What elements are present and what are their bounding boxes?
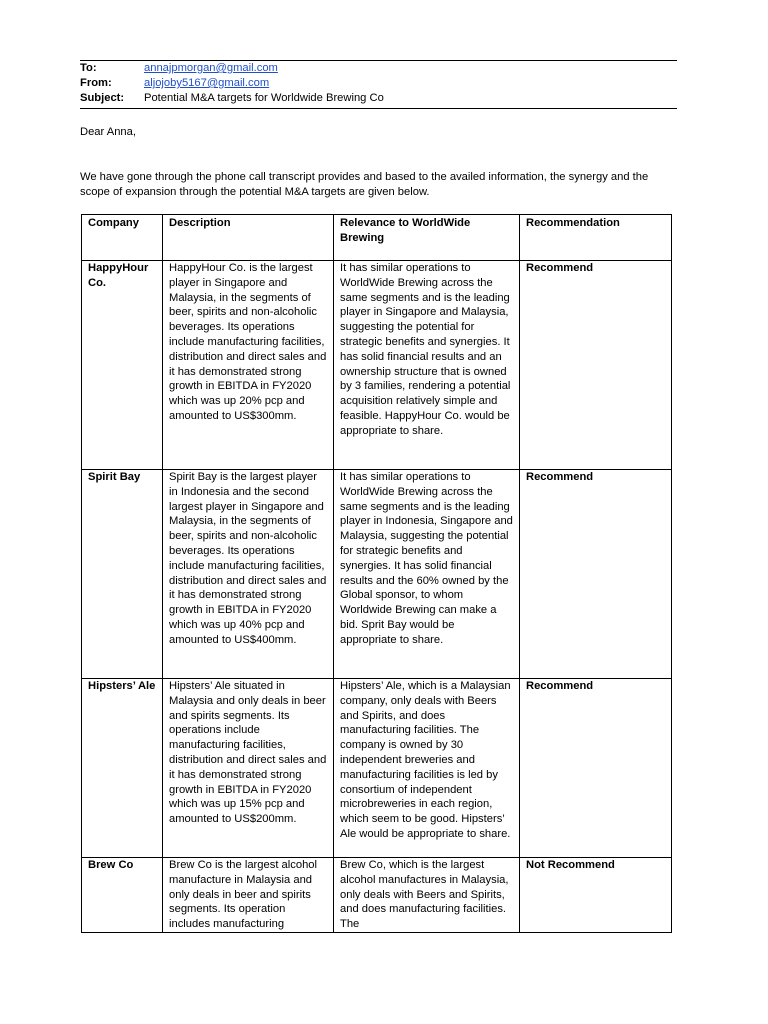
email-to-link[interactable]: annajpmorgan@gmail.com <box>144 62 278 74</box>
header-description: Description <box>163 215 334 261</box>
relevance-cell: It has similar operations to WorldWide Brewing across the same segments and is the leading player in Singapore and Malaysia, suggesting the potential for strategic benefits and synergies. It has solid financial results and an ownership structure that is owned by 3 families, rendering a potential acquisition relatively simple and feasible. HappyHour Co. would be appropriate to share. <box>334 261 520 470</box>
company-cell: Brew Co <box>82 858 163 933</box>
recommendation-cell: Not Recommend <box>520 858 672 933</box>
email-to-label: To: <box>80 62 97 74</box>
email-from-row <box>80 76 269 91</box>
email-subject: Potential M&A targets for Worldwide Brewing Co <box>144 92 384 104</box>
recommendation-cell: Recommend <box>520 261 672 470</box>
ma-targets-table <box>81 214 672 933</box>
table-row <box>82 261 672 470</box>
header-relevance: Relevance to WorldWide Brewing <box>334 215 520 261</box>
intro-paragraph: We have gone through the phone call transcript provides and based to the availed information, the synergy and the scope of expansion through the potential M&A targets are given below. <box>80 171 649 198</box>
recommendation-cell: Recommend <box>520 470 672 679</box>
greeting: Dear Anna, <box>80 126 136 138</box>
description-cell: HappyHour Co. is the largest player in Singapore and Malaysia, in the segments of beer, spirits and non-alcoholic beverages. Its operations include manufacturing facilities, distribution and direct sales and it has demonstrated strong growth in EBITDA in FY2020 which was up 20% pcp and amounted to US$300mm. <box>163 261 334 470</box>
email-subject-row <box>80 91 384 106</box>
recommendation-cell: Recommend <box>520 679 672 858</box>
description-cell: Hipsters’ Ale situated in Malaysia and only deals in beer and spirits segments. Its operations include manufacturing facilities, distribution and direct sales and it has demonstrated strong growth in EBITDA in FY2020 which was up 15% pcp and amounted to US$200mm. <box>163 679 334 858</box>
email-from-label: From: <box>80 77 112 89</box>
header-company: Company <box>82 215 163 261</box>
description-cell: Brew Co is the largest alcohol manufacture in Malaysia and only deals in beer and spirits segments. Its operation includes manufacturing <box>163 858 334 933</box>
relevance-cell: Hipsters’ Ale, which is a Malaysian company, only deals with Beers and Spirits, and does manufacturing facilities. The company is owned by 30 independent breweries and manufacturing facilities is led by consortium of independent microbreweries in each region, which seem to be good. Hipsters’ Ale would be appropriate to share. <box>334 679 520 858</box>
table-header-row <box>82 215 672 261</box>
header-recommendation: Recommendation <box>520 215 672 261</box>
company-cell: Spirit Bay <box>82 470 163 679</box>
email-to-row <box>80 61 278 76</box>
company-cell: HappyHour Co. <box>82 261 163 470</box>
table-row <box>82 470 672 679</box>
description-cell: Spirit Bay is the largest player in Indonesia and the second largest player in Singapore and Malaysia, in the segments of beer, spirits and non-alcoholic beverages. Its operations include manufacturing facilities, distribution and direct sales and it has demonstrated strong growth in EBITDA in FY2020 which was up 40% pcp and amounted to US$400mm. <box>163 470 334 679</box>
table-row <box>82 679 672 858</box>
table-row <box>82 858 672 933</box>
email-from-link[interactable]: aljojoby5167@gmail.com <box>144 77 270 89</box>
company-cell: Hipsters’ Ale <box>82 679 163 858</box>
header-bottom-rule <box>80 108 677 109</box>
email-subject-label: Subject: <box>80 92 125 104</box>
relevance-cell: Brew Co, which is the largest alcohol manufactures in Malaysia, only deals with Beers and Spirits, and does manufacturing facilities. The <box>334 858 520 933</box>
relevance-cell: It has similar operations to WorldWide Brewing across the same segments and is the leading player in Indonesia, Singapore and Malaysia, suggesting the potential for strategic benefits and synergies. It has solid financial results and the 60% owned by the Global sponsor, to whom Worldwide Brewing can make a bid. Sprit Bay would be appropriate to share. <box>334 470 520 679</box>
